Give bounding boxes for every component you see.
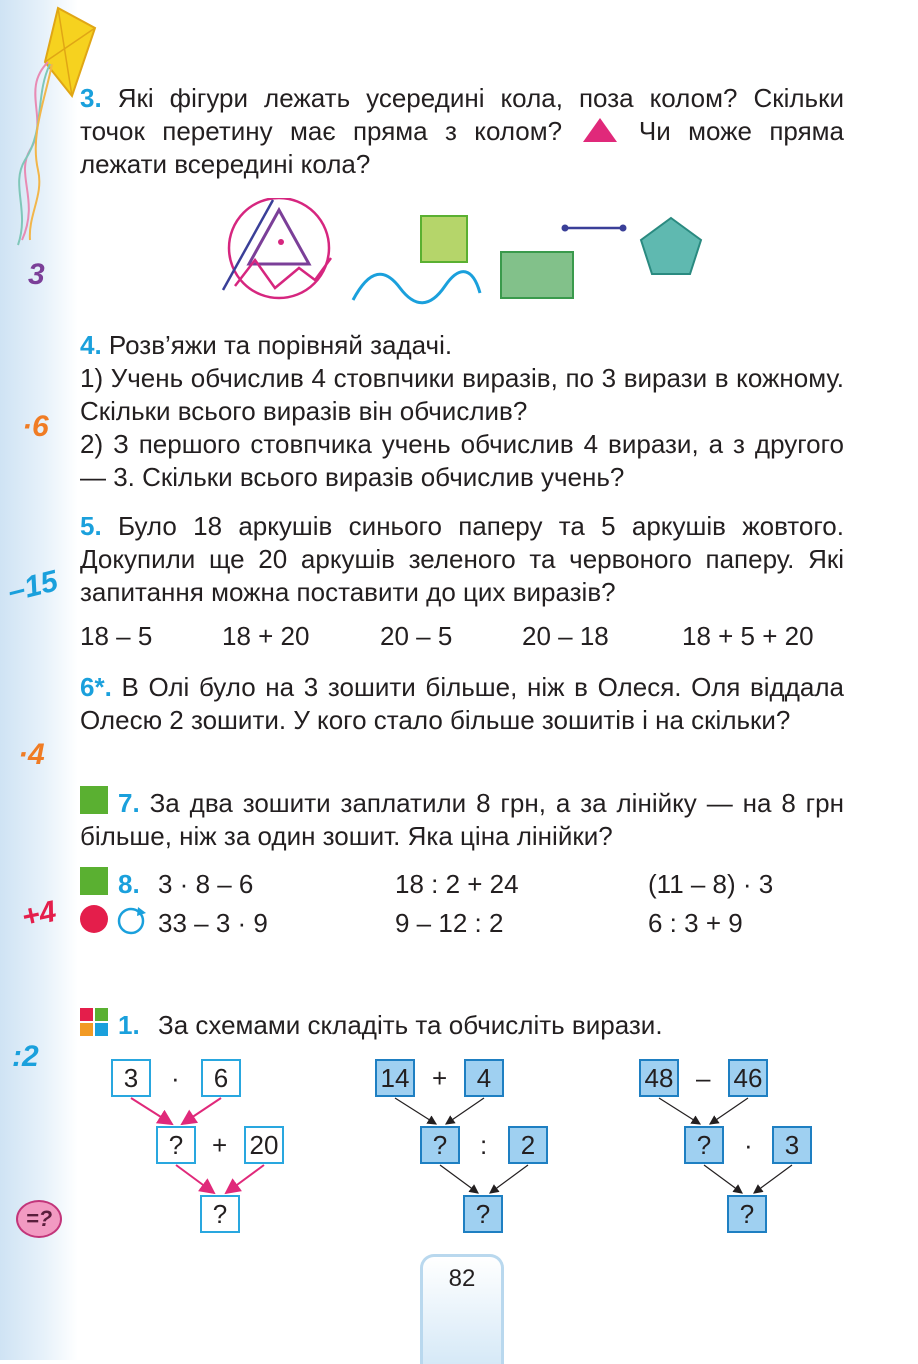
badge-label: =?	[25, 1206, 53, 1231]
task-number: 4.	[80, 330, 102, 360]
margin-number: 3	[28, 258, 45, 291]
margin-number: ·4	[18, 738, 45, 771]
task-number: 8.	[118, 869, 140, 899]
expression: (11 – 8) · 3	[648, 869, 774, 899]
expression: 33 – 3 · 9	[158, 908, 268, 938]
scheme-box: 2	[508, 1126, 548, 1164]
margin-number: +4	[18, 894, 60, 935]
task-text: Які фігури лежать усередині кола, поза колом? Скільки точок перетину має пряма з колом?	[80, 83, 844, 146]
expression: 18 : 2 + 24	[395, 869, 519, 899]
task-number: 1.	[118, 1010, 140, 1040]
page-number: 82	[448, 1265, 476, 1292]
green-square-icon	[80, 867, 108, 895]
scheme-operator: :	[480, 1130, 488, 1160]
task-text: Чи може пряма лежати всередині кола?	[80, 116, 845, 179]
scheme-box: ?	[463, 1195, 503, 1233]
task-6	[80, 671, 844, 737]
task-text: За два зошити заплатили 8 грн, а за лінійку — на 8 грн більше, ніж за один зошит. Яка ціна лінійки?	[80, 788, 844, 851]
task-line: 2) З першого стовпчика учень обчислив 4 вирази, а з другого — 3. Скільки всього виразів обчислив учень?	[80, 429, 844, 492]
scheme-box: 3	[111, 1059, 151, 1097]
equals-question-badge	[16, 1200, 62, 1238]
task-number: 6*.	[80, 672, 112, 702]
task-text: За схемами складіть та обчисліть вирази.	[158, 1010, 663, 1040]
four-squares-icon	[80, 1008, 108, 1036]
scheme-operator: ·	[171, 1063, 180, 1093]
margin-number: –15	[4, 564, 62, 609]
task-4	[80, 329, 844, 494]
shapes-illustration	[215, 198, 715, 308]
scheme-box: 4	[464, 1059, 504, 1097]
scheme-operator: –	[696, 1063, 711, 1093]
task-5	[80, 510, 844, 609]
task-number: 5.	[80, 511, 102, 541]
scheme-box: 48	[639, 1059, 679, 1097]
task-line: 1) Учень обчислив 4 стовпчики виразів, по 3 вирази в кожному. Скільки всього виразів він обчислив?	[80, 363, 844, 426]
expression: 18 + 20	[222, 621, 310, 651]
margin-number: :2	[12, 1040, 39, 1073]
task-3	[80, 82, 844, 181]
scheme-box: ?	[727, 1195, 767, 1233]
scheme-box: ?	[684, 1126, 724, 1164]
task-text: В Олі було на 3 зошити більше, ніж в Олеся. Оля віддала Олесю 2 зошити. У кого стало більше зошитів і на скільки?	[80, 672, 844, 735]
margin-number: ·6	[22, 410, 49, 443]
scheme-box: ?	[200, 1195, 240, 1233]
scheme-operator: +	[432, 1063, 448, 1093]
expression: 18 – 5	[80, 621, 153, 651]
task-7	[80, 787, 844, 853]
scheme-box: 46	[728, 1059, 768, 1097]
scheme-box: 14	[375, 1059, 415, 1097]
scheme-box: ?	[420, 1126, 460, 1164]
red-dot-icon	[80, 905, 108, 933]
scheme-box: 3	[772, 1126, 812, 1164]
expression: 18 + 5 + 20	[682, 621, 814, 651]
task-number: 3.	[80, 83, 102, 113]
triangle-icon	[583, 118, 617, 142]
expression: 9 – 12 : 2	[395, 908, 504, 938]
expression: 6 : 3 + 9	[648, 908, 743, 938]
task-title: Розв’яжи та порівняй задачі.	[108, 330, 453, 360]
scheme-operator: ·	[744, 1130, 753, 1160]
expression: 20 – 18	[522, 621, 609, 651]
expression: 20 – 5	[380, 621, 453, 651]
task-number: 7.	[118, 788, 140, 818]
scheme-box: 20	[244, 1126, 284, 1164]
refresh-icon	[116, 905, 148, 937]
page-number-tab	[420, 1254, 504, 1364]
scheme-box: 6	[201, 1059, 241, 1097]
scheme-operator: +	[212, 1130, 228, 1160]
task-text: Було 18 аркушів синього паперу та 5 аркушів жовтого. Докупили ще 20 аркушів зеленого та червоного паперу. Які запитання можна поставити до цих виразів?	[80, 511, 844, 607]
expression: 3 · 8 – 6	[158, 869, 254, 899]
scheme-box: ?	[156, 1126, 196, 1164]
